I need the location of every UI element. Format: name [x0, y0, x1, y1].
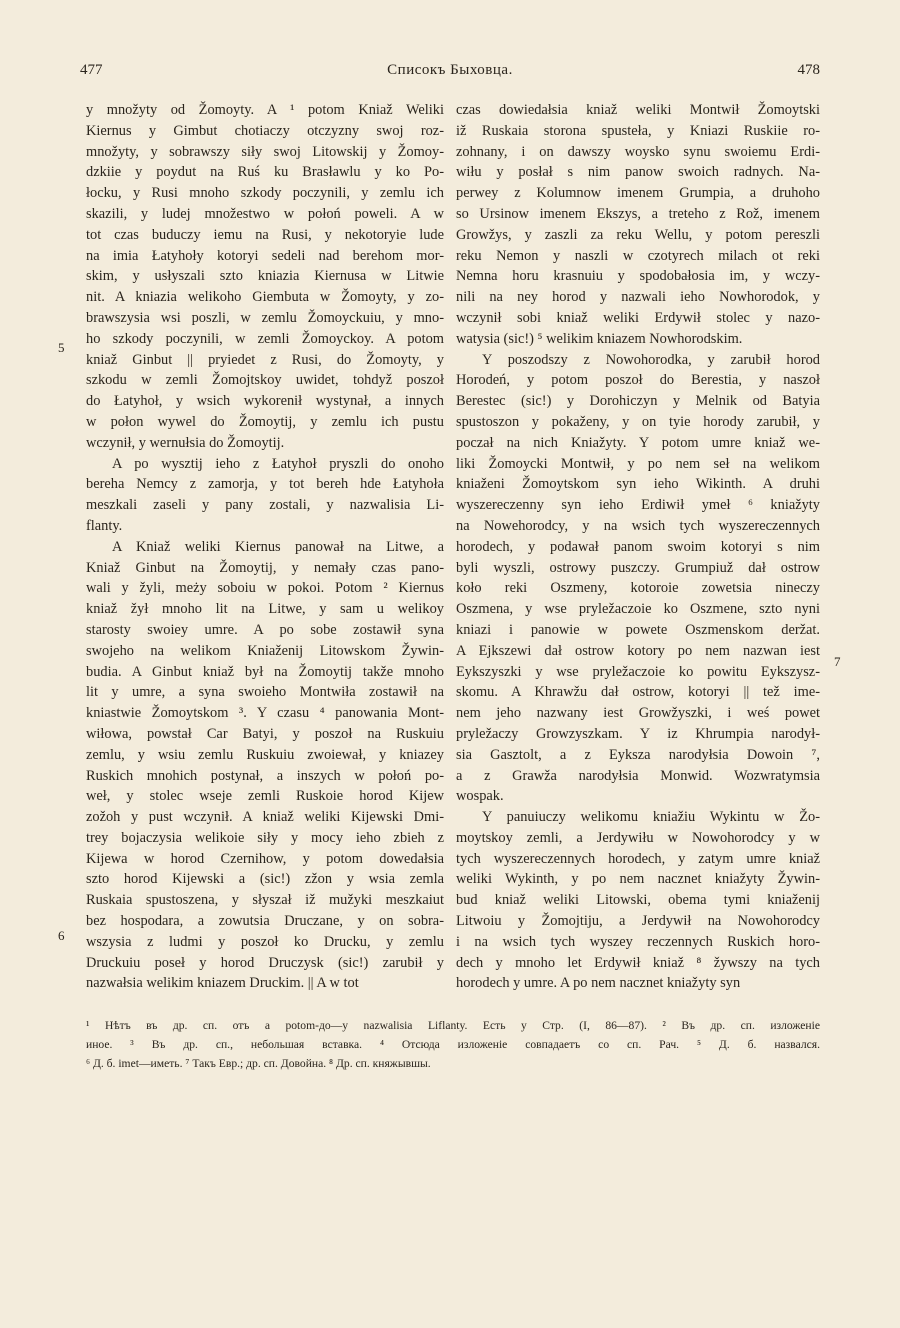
text-line: do Łatyhoł, y wsich wykorenił wystynał, a innych	[86, 393, 444, 410]
text-line: Druckuiu poseł y horod Druczysk (sic!) zarubił y	[86, 954, 444, 971]
page-number-right: 478	[797, 62, 820, 78]
text-line: łocku, y Rusi mnoho szkody poczynili, y zemlu ich	[86, 185, 444, 202]
text-line: swojeho na welikom Kniaženij Litowskom Žywin-	[86, 642, 444, 659]
text-line: brawszysia wsi poszli, w zemlu Žomoyckuiu, y mno-	[86, 309, 444, 326]
footnotes	[86, 1016, 820, 1073]
text-line: wiłu y posłał s nim panow swoich radnych. Na-	[456, 164, 820, 181]
text-line: flanty.	[86, 517, 123, 534]
text-line: szkodu w zemli Žomojtskoy uwidet, tohdyž poszoł	[86, 372, 444, 389]
text-line: dech y mnoho let Erdywił kniaž ⁸ žywszy na tych	[456, 954, 820, 971]
text-line: Kniaž Ginbut na Žomoytij, y nemały czas pano-	[86, 559, 444, 576]
running-header	[80, 62, 820, 86]
text-line: a z Grawža narodyłsia Monwid. Wozwratymsia	[456, 767, 820, 784]
text-line: wyszereczenny syn ieho Erdiwił ymeł ⁶ kniažyty	[456, 497, 820, 514]
text-line: wczynił, y wernułsia do Žomoytij.	[86, 434, 285, 451]
text-line: Nemna horu krasnuiu y spodobałosia im, y wczy-	[456, 268, 820, 285]
margin-line-number: 5	[58, 340, 65, 355]
text-line: kniazi i panowie w powete Oszmenskom deržat.	[456, 621, 820, 638]
text-line: iž Ruskaia storona spusteła, y Kniazi Ruskiie ro-	[456, 122, 820, 139]
text-line: reku Nemon y naszli w czotyrech milach ot reki	[456, 247, 820, 264]
text-line: Eykszyszki y wse pryležaczoie ko powitu Eykszysz-	[456, 663, 820, 680]
text-line: tych wyszereczennych horodech, y zatym umre kniaž	[456, 850, 820, 867]
text-line: bud kniaž weliki Litowski, obema tymi kniaženij	[456, 892, 820, 909]
text-line: nazwałsia welikim kniazem Druckim. || A w tot	[86, 975, 359, 992]
text-line: starosty swoiey umre. A po sobe zostawił syna	[86, 621, 444, 638]
text-line: tot czas buduczy iemu na Rusi, y nekotoryie lude	[86, 226, 444, 243]
footnote-line: ¹ Нѣтъ въ др. сп. отъ a potom-до—y nazwalisia Liflanty. Есть у Стр. (I, 86—87). ² Въ др. сп. изложеніе	[86, 1019, 820, 1032]
text-line: horodech y umre. A po nem nacznet kniažyty syn	[456, 975, 741, 992]
text-line: kniaž žył mnoho lit na Litwe, y sam u welikoy	[86, 601, 444, 618]
text-line: A Kniaž weliki Kiernus panował na Litwe, a	[112, 538, 444, 555]
margin-line-number: 6	[58, 928, 65, 943]
text-line: zožoh y pust wczynił. A kniaž weliki Kijewski Dmi-	[86, 809, 444, 826]
text-line: czas dowiedałsia kniaž weliki Montwił Žomoytski	[456, 102, 820, 118]
text-line: szto horod Kijewski a (sic!) zžon y wsia zemla	[86, 871, 444, 888]
page-number-left: 477	[80, 62, 103, 78]
text-line: Litwoiu y Žomojtiju, a Jerdywił na Nowohorodcy	[456, 913, 820, 930]
text-line: množyty, y sobrawszy siły swoj Litowskij y Žomoy-	[86, 143, 444, 160]
text-line: spustoszon y pokaženy, y on tyie horody zarubił, y	[456, 413, 820, 430]
text-line: moytskoy zemli, a Jerdywiłu w Nowohorodcy y w	[456, 829, 820, 846]
text-line: Growžys, y zaszli za reku Wellu, y potom pereszli	[456, 226, 820, 243]
text-line: weł, y stolec wseje zemli Ruskoie horod Kijew	[86, 788, 444, 805]
text-line: kniaž Ginbut || pryiedet z Rusi, do Žomoyty, y	[86, 351, 444, 368]
text-line: wszysia z ludmi y poszoł ko Drucku, y zemlu	[86, 933, 444, 950]
text-line: zemlu, y wsiu zemlu Ruskuiu zwoiewał, y kniazey	[86, 746, 444, 763]
text-line: na imia Łatyhoły kotoryi sedeli nad berehom mor-	[86, 247, 444, 264]
text-line: wospak.	[456, 788, 504, 805]
text-line: bez hospodara, a zowutsia Druczane, y on sobra-	[86, 913, 444, 930]
left-column-text	[86, 100, 444, 994]
text-line: weliki Wykinth, y po nem nacznet kniažyty Žywin-	[456, 871, 820, 888]
text-line: Berestec (sic!) y Dorohiczyn y Melnik od Batyia	[456, 393, 820, 410]
text-line: trey bojaczysia welikoie siły y mocy ieho zbieh z	[86, 829, 444, 846]
text-line: watysia (sic!) ⁵ welikim kniazem Nowhorodskim.	[456, 330, 743, 347]
text-line: dzkiie y poydut na Ruś ku Brasławlu y ko Po-	[86, 164, 444, 181]
footnote-line: иное. ³ Въ др. сп., небольшая вставка. ⁴ Отсюда изложеніе совпадаетъ со сп. Рач. ⁵ Д. б. назвался.	[86, 1038, 820, 1051]
text-line: horodech, y podawał panom swoim kotoryi s nim	[456, 538, 820, 555]
text-line: perwey z Kolumnow imenem Grumpia, a druhoho	[456, 185, 820, 202]
margin-line-number: 7	[834, 654, 841, 669]
text-line: w połon wywel do Žomoytij, y zemlu ich pustu	[86, 413, 444, 430]
text-line: y množyty od Žomoyty. A ¹ potom Kniaž Weliki	[86, 102, 444, 118]
text-line: wali y žyli, meży soboiu w pokoi. Potom ² Kiernus	[86, 580, 444, 597]
text-line: i na wsich tych wyszey reczennych Ruskich horo-	[456, 933, 820, 950]
text-line: skomu. A Khrawžu dał ostrow, kotoryi || tež ime-	[456, 684, 820, 701]
text-line: lit y umre, a syna swoieho Montwiła zostawił na	[86, 684, 444, 701]
right-column-text	[456, 100, 820, 994]
text-line: so Ursinow imenem Ekszys, a treteho z Rož, imenem	[456, 205, 820, 222]
text-line: na Nowehorodcy, y na wsich tych wyszereczennych	[456, 517, 820, 534]
text-line: kniaženi Žomoytskom syn ieho Wikinth. A druhi	[456, 476, 820, 493]
text-line: nili na ney horod y nazwali ieho Nowhorodok, y	[456, 289, 820, 306]
text-line: wczynił sobi kniaž weliki Erdywił stolec y nazo-	[456, 309, 820, 326]
text-line: A Ejkszewi dał ostrow kotory po nem nazwan iest	[456, 642, 820, 659]
text-line: Ruskich mnohich postynał, a inszych w połoń po-	[86, 767, 444, 784]
text-line: skim, y usłyszali szto kniazia Kiernusa w Litwie	[86, 268, 444, 285]
text-line: Kiernus y Gimbut chotiaczy otczyzny swoj roz-	[86, 122, 444, 139]
text-line: poczał na nich Kniažyty. Y potom umre kniaž we-	[456, 434, 820, 451]
text-line: Oszmena, y wse pryležaczoie ko Oszmene, szto nyni	[456, 601, 820, 618]
text-line: nit. A kniazia welikoho Giembuta w Žomoyty, y zo-	[86, 289, 444, 306]
text-line: Y poszodszy z Nowohorodka, y zarubił horod	[482, 351, 820, 368]
text-line: liki Žomoycki Montwił, y po nem seł na welikom	[456, 455, 820, 472]
text-line: skazili, y ludej množestwo w połoń poweli. A w	[86, 205, 444, 222]
text-line: kniastwie Žomoytskom ³. Y czasu ⁴ panowania Mont-	[86, 705, 444, 722]
text-line: byli wyszli, ostrowy puszczy. Grumpiuž dał ostrow	[456, 559, 820, 576]
text-line: Ruskaia spustoszena, y słyszał iž mužyki meszkaiut	[86, 892, 444, 909]
text-line: sia Gasztolt, a z Eyksza narodyłsia Dowoin ⁷,	[456, 746, 820, 763]
text-line: Y panuiuczy welikomu kniažiu Wykintu w Žo-	[482, 809, 820, 826]
text-line: wiłowa, powstał Car Batyi, y poszoł na Ruskuiu	[86, 725, 444, 742]
text-line: nem jeho nazwany iest Growžyszki, i weś powet	[456, 705, 820, 722]
text-line: pryležaczy Growzyszkam. Y iz Khrumpia narodył-	[456, 725, 820, 742]
footnote-line: ⁶ Д. б. imet—иметь. ⁷ Такъ Евр.; др. сп. Довойна. ⁸ Др. сп. княжывшы.	[86, 1057, 431, 1070]
text-line: Horodeń, y potom poszoł do Berestia, y naszoł	[456, 372, 820, 389]
text-line: A po wysztij ieho z Łatyhoł pryszli do onoho	[112, 455, 444, 472]
text-line: budia. A Ginbut kniaž był na Žomoytij takže mnoho	[86, 663, 444, 680]
text-line: Kijewa w horod Czernihow, y potom dowedałsia	[86, 850, 444, 867]
running-title: Списокъ Быховца.	[387, 62, 513, 78]
text-line: meszkali zaseli y pany zostali, y nazwalisia Li-	[86, 497, 444, 514]
text-line: koło reki Oszmeny, kotoroie zowetsia nineczy	[456, 580, 820, 597]
text-line: ho szkody poczynili, w zemli Žomoyckoy. A potom	[86, 330, 444, 347]
text-line: bereha Nemcy z zamorja, y tot bereh hde Łatyhoła	[86, 476, 444, 493]
text-line: zohnany, i on dawszy woysko synu swoiemu Erdi-	[456, 143, 820, 160]
